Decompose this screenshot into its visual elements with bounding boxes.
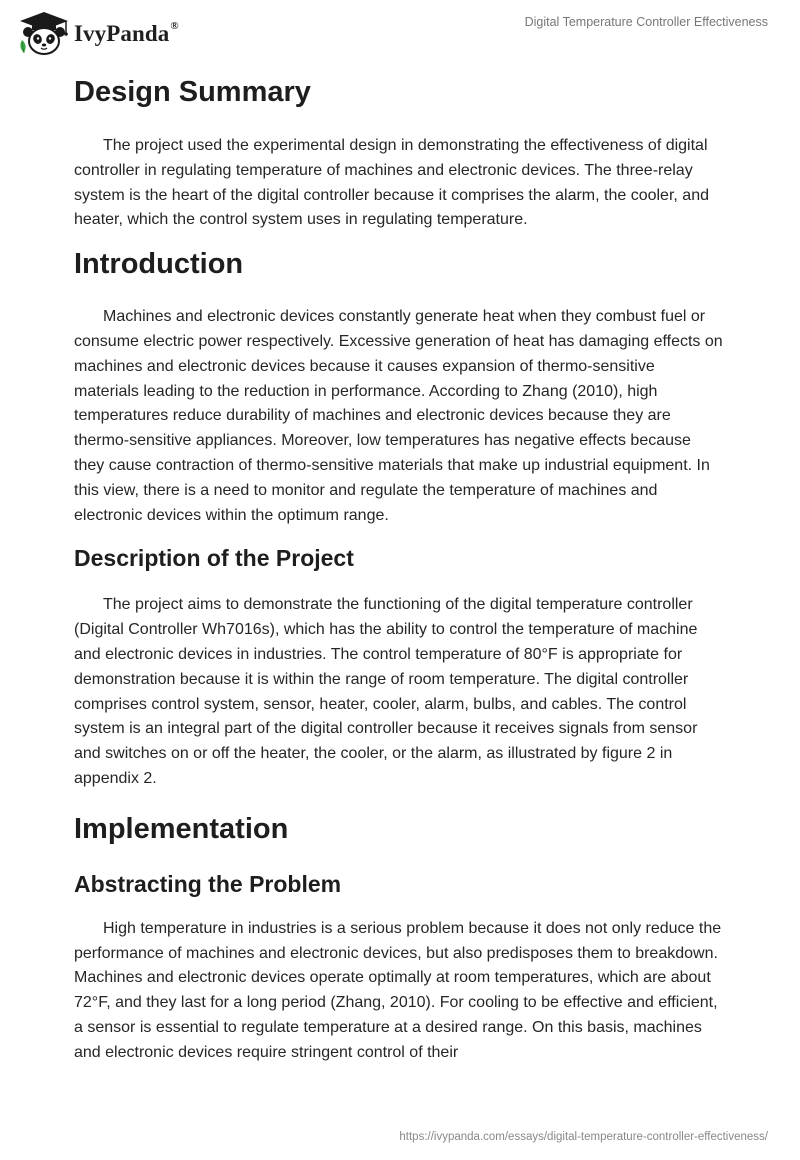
- essay-body: [74, 70, 724, 1066]
- section-design-summary: [74, 70, 724, 233]
- source-url[interactable]: https://ivypanda.com/essays/digital-temperature-controller-effectiveness/: [399, 1131, 768, 1143]
- paragraph-design-summary: The project used the experimental design in demonstrating the effectiveness of digital controller in regulating temperature of machines and electronic devices. The three-relay system is the heart of the digital controller because it comprises the alarm, the cooler, and heater, which the control system uses in regulating temperature.: [74, 137, 709, 229]
- page-header: [0, 0, 800, 64]
- heading-description: Description of the Project: [74, 545, 354, 572]
- paragraph-description: The project aims to demonstrate the functioning of the digital temperature controller (Digital Controller Wh7016s), which has the ability to control the temperature of machine and electronic devices in industries. The control temperature of 80°F is appropriate for demonstration because it is within the range of room temperature. The digital controller comprises control system, sensor, heater, cooler, alarm, bulbs, and cables. The control system is an integral part of the digital controller because it receives signals from sensor and switches on or off the heater, the cooler, or the alarm, as illustrated by figure 2 in appendix 2.: [74, 596, 698, 787]
- brand-name: [74, 19, 179, 46]
- document-title: Digital Temperature Controller Effectiveness: [524, 15, 768, 29]
- section-description: [74, 538, 724, 791]
- registered-mark: ®: [170, 19, 179, 32]
- brand-text: IvyPanda: [74, 20, 170, 46]
- section-abstracting: [74, 864, 724, 1066]
- ivypanda-logo[interactable]: [14, 9, 179, 57]
- section-introduction: [74, 242, 724, 528]
- panda-graduation-cap-icon: [14, 9, 70, 57]
- heading-abstracting: Abstracting the Problem: [74, 870, 342, 897]
- paragraph-introduction: Machines and electronic devices constantly generate heat when they combust fuel or consume electric power respectively. Excessive generation of heat has damaging effects on machines and electronic devices because it causes expansion of thermo-sensitive materials leading to the reduction in performance. According to Zhang (2010), high temperatures reduce durability of machines and electronic devices because they are thermo-sensitive appliances. Moreover, low temperatures has negative effects because they cause contraction of thermo-sensitive materials that make up industrial equipment. In this view, there is a need to monitor and regulate the temperature of machines and electronic devices within the optimum range.: [74, 308, 723, 524]
- heading-introduction: Introduction: [74, 248, 244, 281]
- paragraph-abstracting: High temperature in industries is a serious problem because it does not only reduce the performance of machines and electronic devices, but also predisposes them to breakdown. Machines and electronic devices operate optimally at room temperatures, which are about 72°F, and they last for a long period (Zhang, 2010). For cooling to be effective and efficient, a sensor is essential to regulate temperature at a desired range. On this basis, machines and electronic devices require stringent control of their: [74, 919, 722, 1061]
- heading-design-summary: Design Summary: [74, 76, 311, 108]
- heading-implementation: Implementation: [74, 812, 289, 845]
- section-implementation: [74, 807, 724, 851]
